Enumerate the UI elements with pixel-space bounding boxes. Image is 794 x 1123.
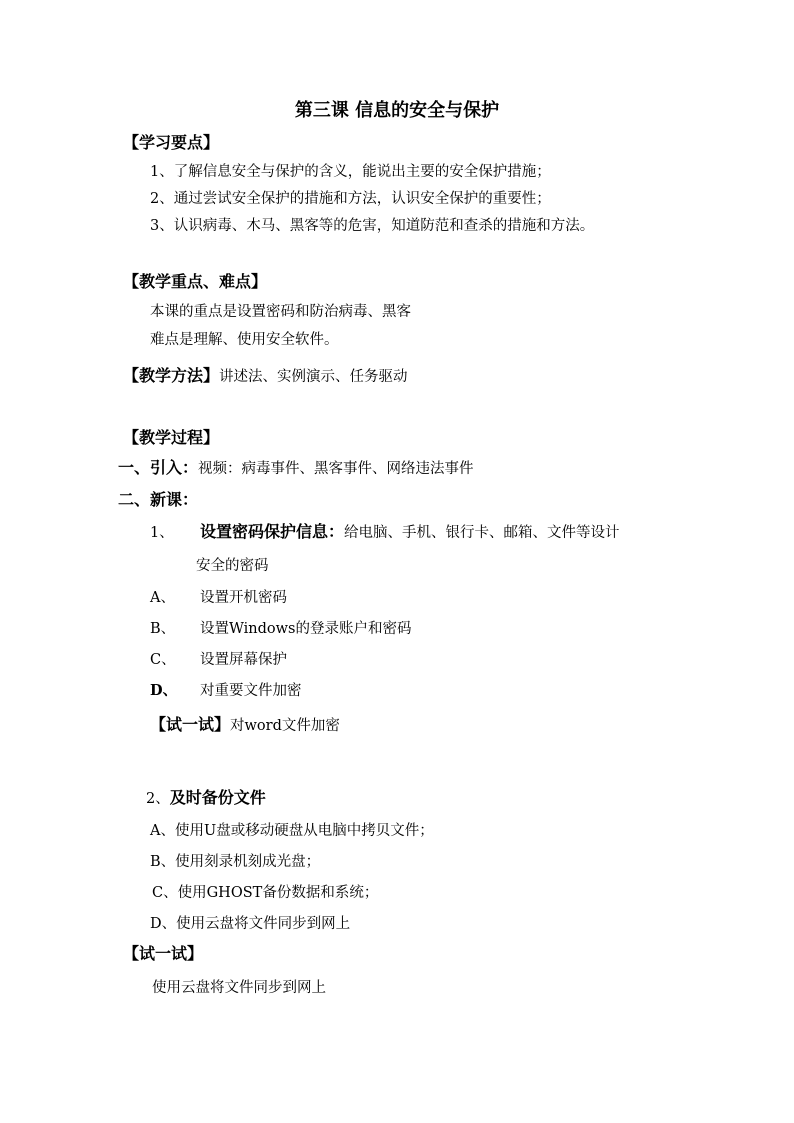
- item-mark: B、: [150, 621, 176, 637]
- item-text: 对重要文件加密: [200, 683, 302, 699]
- section2-line: [146, 788, 266, 809]
- section1-item-c: [150, 650, 287, 670]
- intro-label: 一、引入：: [118, 458, 199, 477]
- intro-line: [118, 458, 474, 479]
- section1-item-a: [150, 588, 287, 608]
- method-text: 讲述法、实例演示、任务驱动: [219, 369, 408, 385]
- section2-item-d: D、使用云盘将文件同步到网上: [150, 916, 351, 932]
- section1-text: 给电脑、手机、银行卡、邮箱、文件等设计: [344, 525, 620, 541]
- section2-try-label: 【试一试】: [123, 944, 204, 963]
- item-text: 设置开机密码: [200, 590, 287, 606]
- page-title: 第三课 信息的安全与保护: [294, 100, 500, 121]
- section1-try-line: [150, 715, 340, 736]
- section2-title: 及时备份文件: [169, 788, 266, 807]
- learning-points-heading: 【学习要点】: [123, 133, 220, 152]
- item-mark: C、: [150, 652, 176, 668]
- new-lesson-label: 二、新课：: [118, 490, 199, 509]
- key-points-heading: 【教学重点、难点】: [123, 272, 268, 291]
- section1-item-d: [150, 681, 302, 701]
- section1-item-b: [150, 619, 412, 639]
- intro-text: 视频：病毒事件、黑客事件、网络违法事件: [198, 461, 474, 477]
- section1-title: 设置密码保护信息：: [200, 522, 345, 541]
- section1-number: 1、: [150, 525, 174, 541]
- method-heading: 【教学方法】: [123, 366, 220, 385]
- section1-line: [150, 522, 620, 543]
- learning-point-2: 2、通过尝试安全保护的措施和方法，认识安全保护的重要性；: [150, 191, 551, 207]
- item-mark: A、: [150, 590, 175, 606]
- key-point-line-1: 本课的重点是设置密码和防治病毒、黑客: [150, 304, 411, 320]
- section2-item-c: C、使用GHOST备份数据和系统；: [152, 885, 379, 901]
- section1-try-label: 【试一试】: [150, 715, 231, 734]
- section2-item-a: A、使用U盘或移动硬盘从电脑中拷贝文件；: [150, 823, 434, 839]
- process-heading: 【教学过程】: [123, 428, 220, 447]
- section1-text-continued: 安全的密码: [196, 558, 269, 574]
- item-text: 设置Windows的登录账户和密码: [200, 621, 412, 637]
- learning-point-1: 1、了解信息安全与保护的含义，能说出主要的安全保护措施；: [150, 164, 551, 180]
- item-mark: D、: [150, 682, 178, 699]
- section2-item-b: B、使用刻录机刻成光盘；: [150, 854, 321, 870]
- learning-point-3: 3、认识病毒、木马、黑客等的危害，知道防范和查杀的措施和方法。: [150, 218, 595, 234]
- section2-number: 2、: [146, 791, 170, 807]
- item-text: 设置屏幕保护: [200, 652, 287, 668]
- section1-try-text: 对word文件加密: [230, 718, 340, 734]
- key-point-line-2: 难点是理解、使用安全软件。: [150, 332, 339, 348]
- section2-try-text: 使用云盘将文件同步到网上: [152, 980, 326, 996]
- method-line: [123, 366, 408, 387]
